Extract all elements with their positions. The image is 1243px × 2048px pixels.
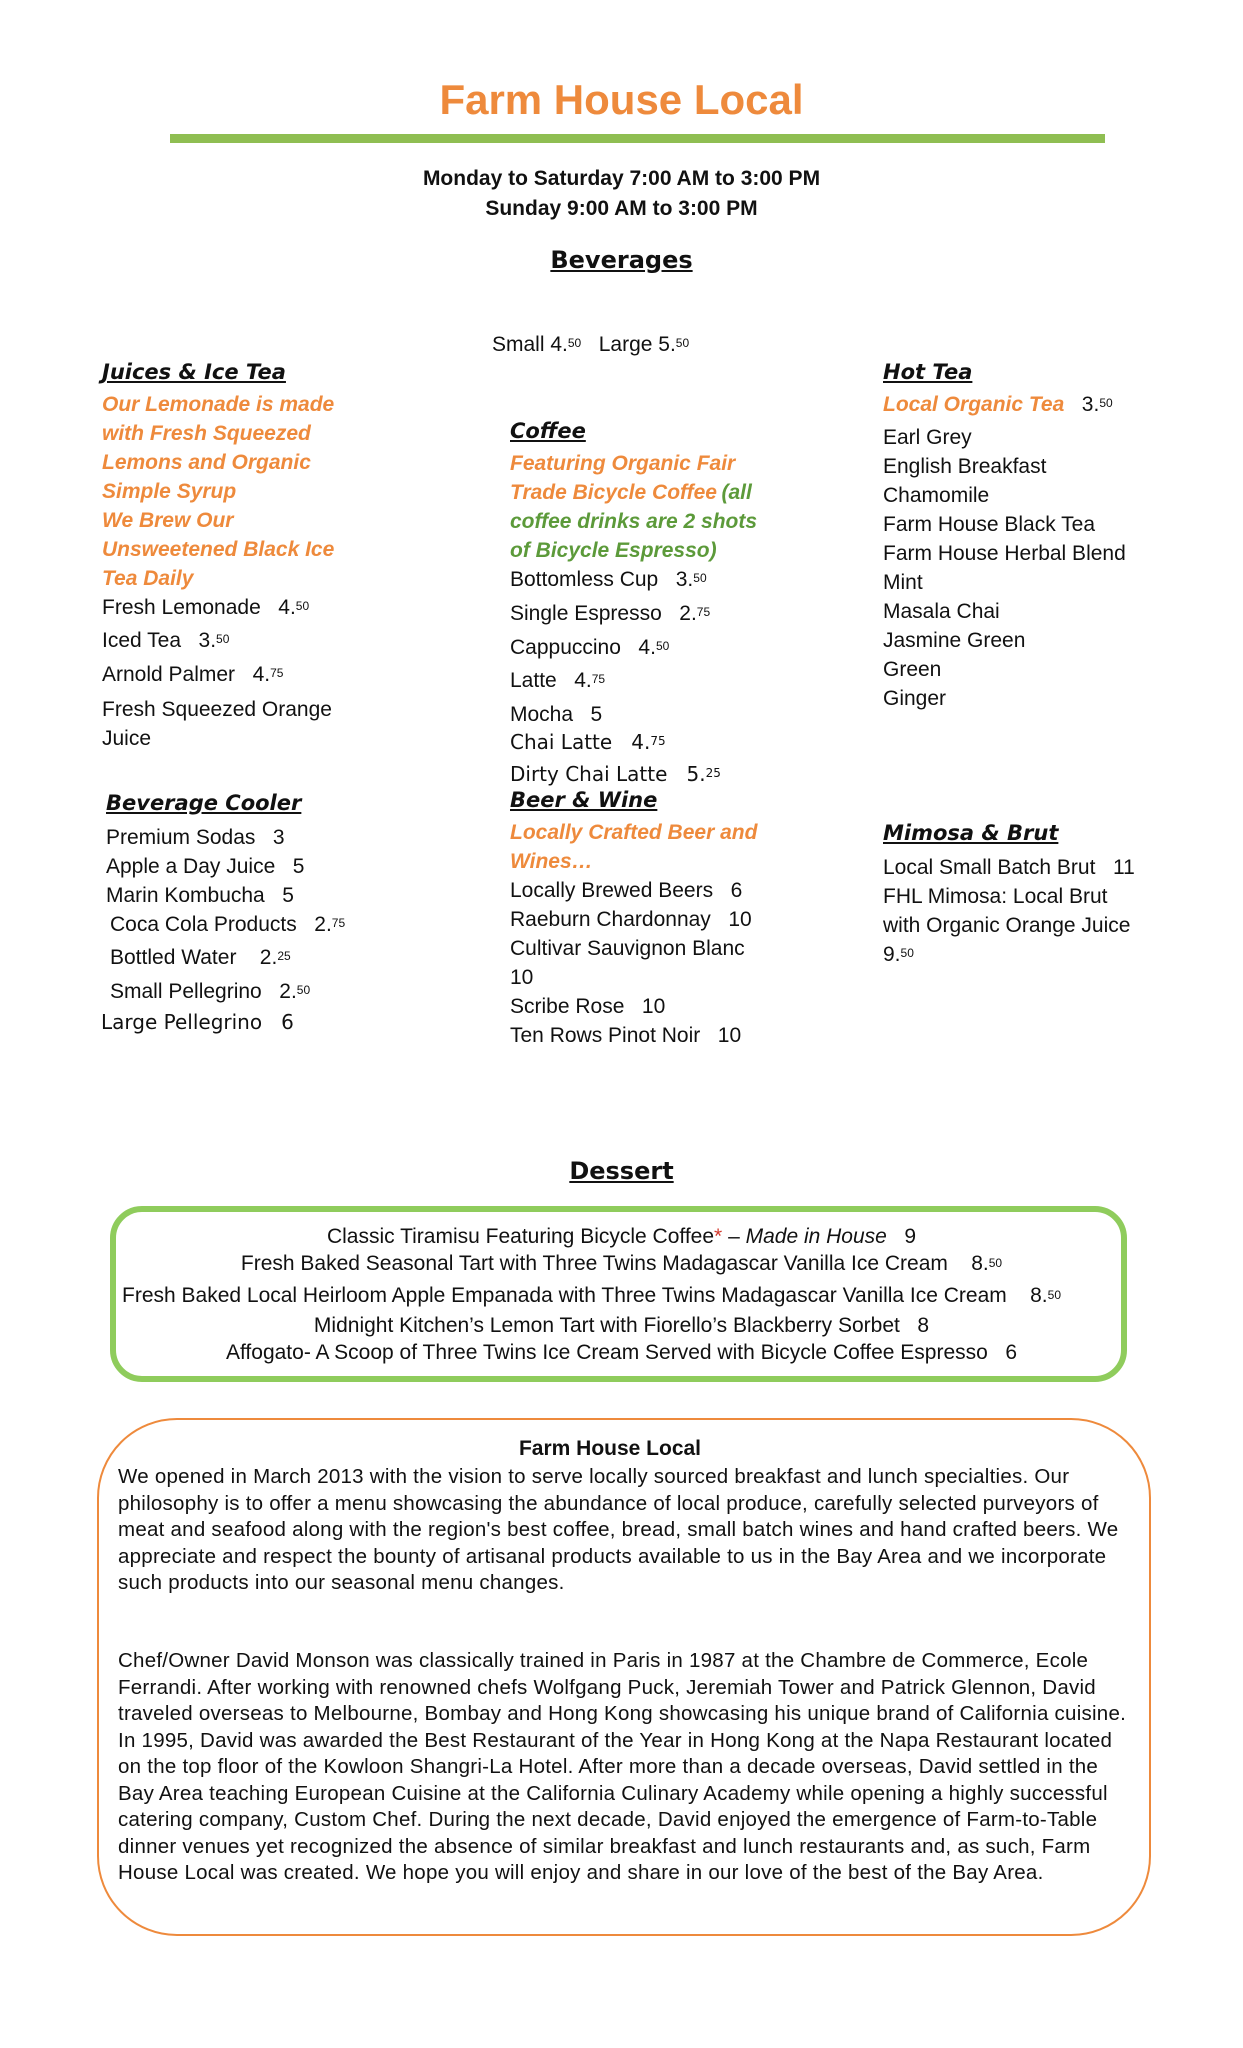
hours (0, 164, 1243, 224)
restaurant-title: Farm House Local (439, 76, 804, 123)
list-item: Farm House Herbal Blend (883, 542, 1126, 565)
list-item: Jasmine Green (883, 629, 1026, 652)
list-item: Mint (883, 571, 923, 594)
beer-wine-heading: Beer & Wine (510, 788, 658, 812)
list-item: Ginger (883, 687, 947, 710)
dessert-item: Classic Tiramisu Featuring Bicycle Coffee* – Made in House 9 (326, 1225, 917, 1248)
title-divider (170, 134, 1105, 143)
menu-item: Local Small Batch Brut 11 (883, 856, 1135, 879)
menu-item: Cappuccino 4.50 (510, 636, 670, 659)
menu-item: Raeburn Chardonnay 10 (510, 908, 752, 931)
mimosa-heading: Mimosa & Brut (883, 821, 1059, 845)
dessert-heading: Dessert (569, 1157, 674, 1185)
coffee-note: Featuring Organic Fair Trade Bicycle Coffee (all coffee drinks are 2 shots of Bicycle Espresso) (510, 452, 758, 562)
hot-tea-heading: Hot Tea (883, 360, 973, 384)
juices-section (102, 360, 402, 753)
coffee-sizes: Small 4.50 Large 5.50 (492, 333, 690, 356)
about-paragraph-2: Chef/Owner David Monson was classically trained in Paris in 1987 at the Chambre de Commerce, Ecole Ferrandi. After working with renowned chefs Wolfgang Puck, Jeremiah Tower and Patrick Glennon, David traveled overseas to Melbourne, Bombay and Hong Kong showcasing his unique brand of California cuisine. In 1995, David was awarded the Best Restaurant of the Year in Hong Kong at the Napa Restaurant located on the top floor of the Kowloon Shangri-La Hotel. After more than a decade overseas, David settled in the Bay Area teaching European Cuisine at the California Culinary Academy while opening a highly successful catering company, Custom Chef. During the next decade, David enjoyed the emergence of Farm-to-Table dinner venues yet recognized the absence of similar breakfast and lunch restaurants and, as such, Farm House Local was created. We hope you will enjoy and share in our love of the best of the Bay Area. (118, 1649, 1127, 1884)
beer-wine-section (510, 788, 830, 1050)
list-item: Green (883, 658, 942, 681)
about-paragraph-1: We opened in March 2013 with the vision to serve locally sourced breakfast and lunch specialties. Our philosophy is to offer a menu showcasing the abundance of local produce, carefully selected purveyors of meat and seafood along with the region's best coffee, bread, small batch wines and hand crafted beers. We appreciate and respect the bounty of artisanal products available to us in the Bay Area and we incorporate such products into our seasonal menu changes. (118, 1465, 1119, 1594)
beer-wine-note: Locally Crafted Beer and Wines… (510, 821, 758, 873)
list-item: English Breakfast (883, 455, 1047, 478)
menu-item: Ten Rows Pinot Noir 10 (510, 1024, 742, 1047)
menu-item: FHL Mimosa: Local Brut with Organic Orange Juice 9.50 (883, 885, 1131, 966)
juices-heading: Juices & Ice Tea (102, 360, 286, 384)
menu-item: Fresh Squeezed Orange Juice (102, 698, 332, 750)
list-item: Masala Chai (883, 600, 1000, 623)
menu-item: Chai Latte 4.75 (510, 730, 666, 754)
dessert-item: Affogato- A Scoop of Three Twins Ice Cream Served with Bicycle Coffee Espresso 6 (225, 1341, 1018, 1364)
menu-item: Bottomless Cup 3.50 (510, 568, 707, 591)
menu-item: Bottled Water 2.25 (110, 946, 291, 969)
dessert-item: Midnight Kitchen’s Lemon Tart with Fiorello’s Blackberry Sorbet 8 (313, 1314, 930, 1337)
dessert-item: Fresh Baked Seasonal Tart with Three Twins Madagascar Vanilla Ice Cream 8.50 (240, 1252, 1003, 1275)
hours-sunday: Sunday 9:00 AM to 3:00 PM (485, 197, 758, 220)
menu-item: Arnold Palmer 4.75 (102, 663, 284, 686)
list-item: Chamomile (883, 484, 990, 507)
menu-item: Scribe Rose 10 (510, 995, 666, 1018)
menu-item: Fresh Lemonade 4.50 (102, 596, 310, 619)
about-title: Farm House Local (518, 1437, 702, 1460)
coffee-section (510, 419, 830, 788)
cooler-heading: Beverage Cooler (106, 791, 302, 815)
coffee-heading: Coffee (510, 419, 586, 443)
menu-item: Small Pellegrino 2.50 (110, 980, 311, 1003)
list-item: Earl Grey (883, 426, 972, 449)
hot-tea-feature: Local Organic Tea 3.50 (883, 393, 1113, 416)
beverages-heading: Beverages (550, 246, 693, 274)
menu-item: Apple a Day Juice 5 (106, 855, 305, 878)
list-item: Farm House Black Tea (883, 513, 1096, 536)
menu-item: Marin Kombucha 5 (106, 884, 294, 907)
menu-item: Large Pellegrino 6 (101, 1010, 294, 1034)
mimosa-section (883, 821, 1223, 969)
menu-item: Iced Tea 3.50 (102, 629, 230, 652)
menu-item: Locally Brewed Beers 6 (510, 879, 743, 902)
dessert-item: Fresh Baked Local Heirloom Apple Empanada with Three Twins Madagascar Vanilla Ice Cream 8.50 (122, 1284, 1061, 1307)
menu-item: Single Espresso 2.75 (510, 602, 711, 625)
cooler-section (101, 791, 426, 1037)
juices-note: Our Lemonade is made with Fresh Squeezed Lemons and Organic Simple Syrup We Brew Our Unsweetened Black Ice Tea Daily (102, 393, 335, 590)
menu-item: Premium Sodas 3 (106, 826, 285, 849)
menu-item: Cultivar Sauvignon Blanc 10 (510, 937, 745, 989)
hot-tea-section (883, 360, 1203, 713)
menu-item: Dirty Chai Latte 5.25 (510, 762, 721, 786)
hours-weekday: Monday to Saturday 7:00 AM to 3:00 PM (422, 167, 821, 190)
menu-item: Coca Cola Products 2.75 (110, 913, 346, 936)
menu-item: Latte 4.75 (510, 669, 606, 692)
menu-item: Mocha 5 (510, 703, 603, 726)
